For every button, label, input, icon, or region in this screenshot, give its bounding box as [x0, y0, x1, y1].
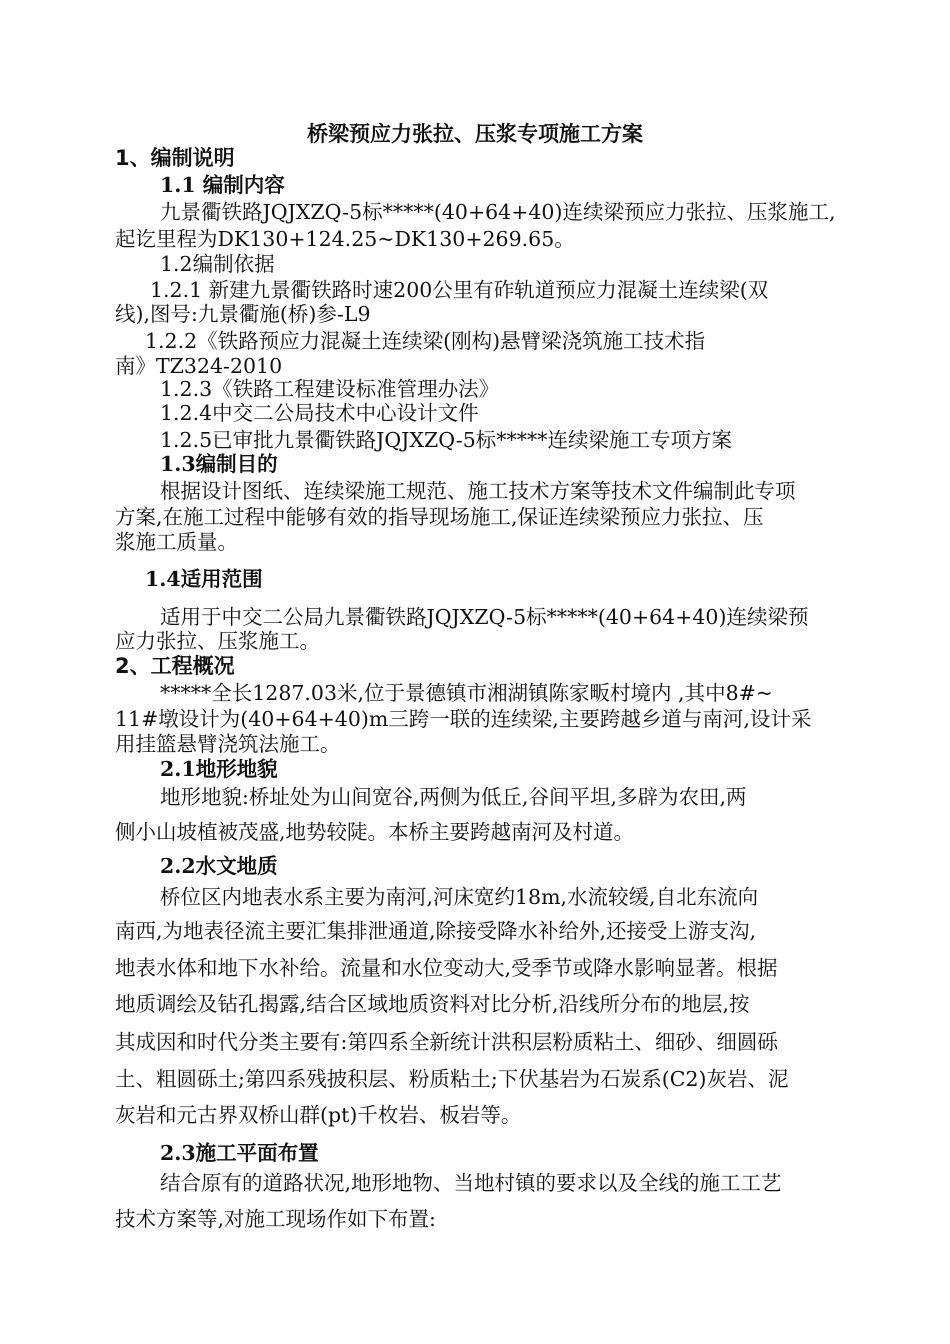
paragraph-line: 用挂篮悬臂浇筑法施工。: [115, 732, 341, 756]
paragraph-line: 1.2.3《铁路工程建设标准管理办法》: [160, 377, 500, 401]
paragraph-line: 其成因和时代分类主要有:第四系全新统计洪积层粉质粘土、细砂、细圆砾: [115, 1030, 778, 1054]
subsection-heading-2-3: 2.3施工平面布置: [160, 1141, 319, 1165]
paragraph-line: 1.2.5已审批九景衢铁路JQJXZQ-5标*****连续梁施工专项方案: [160, 428, 733, 452]
paragraph-line: 土、粗圆砾土;第四系残披积层、粉质粘土;下伏基岩为石炭系(C2)灰岩、泥: [115, 1067, 789, 1091]
paragraph-line: 结合原有的道路状况,地形地物、当地村镇的要求以及全线的施工工艺: [160, 1171, 782, 1195]
subsection-heading-1-4: 1.4适用范围: [145, 567, 263, 591]
paragraph-line: 1.2.2《铁路预应力混凝土连续梁(刚构)悬臂梁浇筑施工技术指: [145, 329, 706, 353]
paragraph-line: *****全长1287.03米,位于景德镇市湘湖镇陈家畈村境内 ,其中8#~: [160, 681, 773, 705]
paragraph-line: 方案,在施工过程中能够有效的指导现场施工,保证连续梁预应力张拉、压: [115, 505, 764, 529]
paragraph-line: 侧小山坡植被茂盛,地势较陡。本桥主要跨越南河及村道。: [115, 820, 635, 844]
subsection-heading-1-3: 1.3编制目的: [160, 452, 278, 476]
paragraph-line: 南》TZ324-2010: [115, 354, 283, 378]
paragraph-line: 线),图号:九景衢施(桥)参-L9: [115, 302, 371, 326]
paragraph-line: 灰岩和元古界双桥山群(pt)千枚岩、板岩等。: [115, 1103, 522, 1127]
paragraph-line: 应力张拉、压浆施工。: [115, 629, 320, 653]
subsection-heading-2-1: 2.1地形地貌: [160, 757, 278, 781]
paragraph-line: 地质调绘及钻孔揭露,结合区域地质资料对比分析,沿线所分布的地层,按: [115, 992, 750, 1016]
paragraph-line: 1.2.4中交二公局技术中心设计文件: [160, 401, 479, 425]
paragraph-line: 地形地貌:桥址处为山间宽谷,两侧为低丘,谷间平坦,多辟为农田,两: [160, 785, 747, 809]
paragraph-line: 技术方案等,对施工现场作如下布置:: [115, 1207, 436, 1231]
paragraph-line: 根据设计图纸、连续梁施工规范、施工技术方案等技术文件编制此专项: [160, 479, 796, 503]
paragraph-line: 适用于中交二公局九景衢铁路JQJXZQ-5标*****(40+64+40)连续梁预: [160, 605, 809, 629]
paragraph-line: 浆施工质量。: [115, 530, 238, 554]
section-heading-2: 2、工程概况: [115, 654, 235, 678]
subsection-heading-2-2: 2.2水文地质: [160, 854, 278, 878]
paragraph-line: 九景衢铁路JQJXZQ-5标*****(40+64+40)连续梁预应力张拉、压浆施工,: [160, 200, 836, 224]
paragraph-line: 地表水体和地下水补给。流量和水位变动大,受季节或降水影响显著。根据: [115, 956, 778, 980]
subsection-heading-1-1: 1.1 编制内容: [160, 173, 285, 197]
section-heading-1: 1、编制说明: [115, 146, 235, 170]
paragraph-line: 11#墩设计为(40+64+40)m三跨一联的连续梁,主要跨越乡道与南河,设计采: [115, 707, 812, 731]
paragraph-line: 起讫里程为DK130+124.25~DK130+269.65。: [115, 227, 575, 251]
paragraph-line: 南西,为地表径流主要汇集排泄通道,除接受降水补给外,还接受上游支沟,: [115, 919, 757, 943]
subsection-heading-1-2: 1.2编制依据: [160, 252, 275, 276]
paragraph-line: 桥位区内地表水系主要为南河,河床宽约18m,水流较缓,自北东流向: [160, 885, 759, 909]
paragraph-line: 1.2.1 新建九景衢铁路时速200公里有砟轨道预应力混凝土连续梁(双: [150, 278, 769, 302]
document-title: 桥梁预应力张拉、压浆专项施工方案: [307, 121, 643, 146]
